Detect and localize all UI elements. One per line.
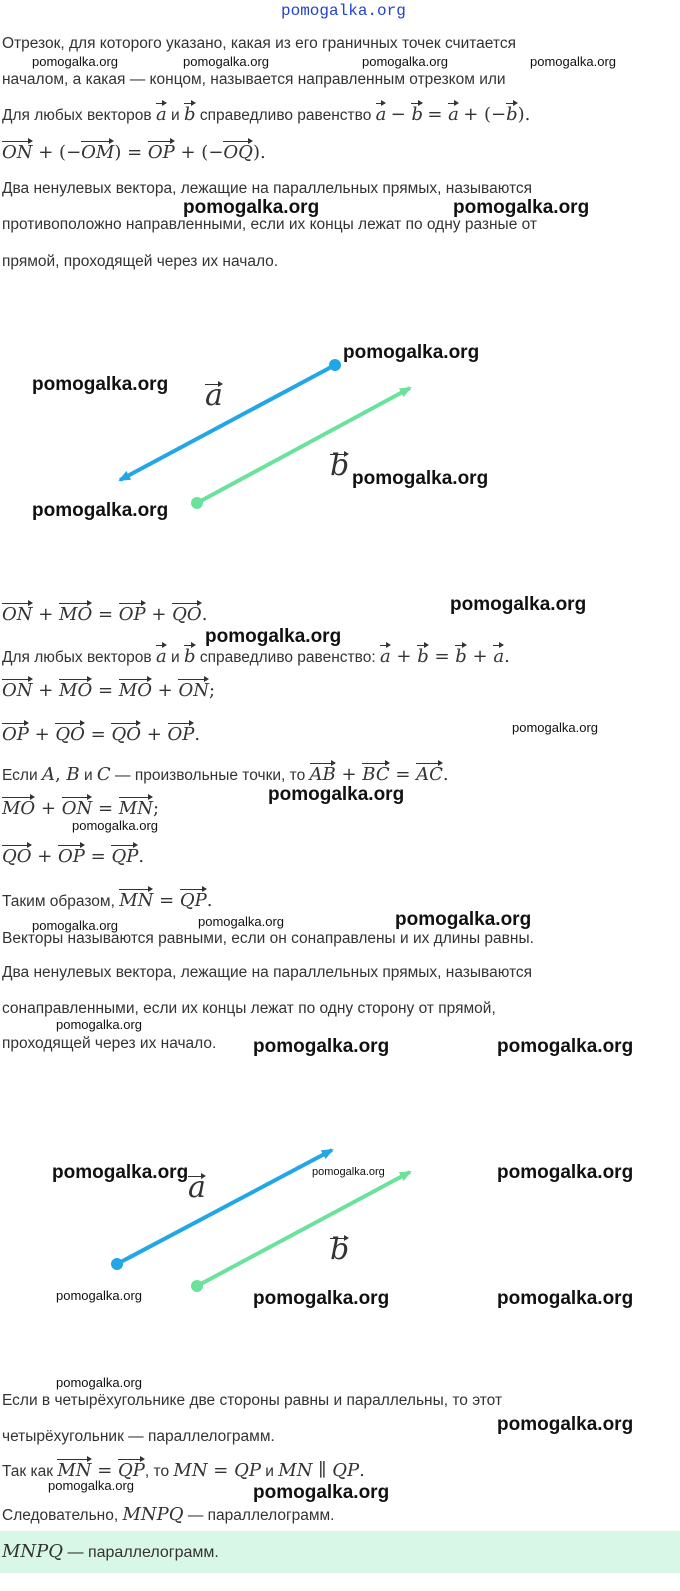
point-B: B bbox=[66, 764, 80, 785]
watermark: pomogalka.org bbox=[497, 1414, 634, 1435]
equals-sign: = bbox=[91, 1460, 119, 1481]
vector-QO: QO bbox=[2, 843, 32, 867]
text: — параллелограмм. bbox=[187, 1507, 335, 1524]
watermark: pomogalka.org bbox=[52, 1162, 189, 1183]
equation-line bbox=[2, 676, 215, 707]
vector-OP: OP bbox=[58, 843, 85, 867]
vector-ON: ON bbox=[178, 677, 209, 701]
text-line-20: Если в четырёхугольнике две стороны равны и параллельны, то этот bbox=[2, 1392, 503, 1409]
vector-b: b bbox=[184, 643, 196, 667]
vector-QO: QO bbox=[172, 601, 202, 625]
text-line-21: четырёхугольник — параллелограмм. bbox=[2, 1428, 275, 1445]
vector-b-label: b bbox=[330, 1232, 350, 1267]
watermark: pomogalka.org bbox=[253, 1482, 390, 1503]
vector-ON: ON bbox=[2, 677, 33, 701]
watermark: pomogalka.org bbox=[343, 342, 480, 363]
vector-AB: AB bbox=[310, 761, 336, 785]
vector-OM: OM bbox=[81, 139, 114, 163]
text: Таким образом, bbox=[2, 893, 115, 910]
vector-QO: QO bbox=[111, 721, 141, 745]
vector-b-label: b bbox=[330, 448, 350, 483]
text-line-7: прямой, проходящей через их начало. bbox=[2, 253, 279, 270]
vector-a: a bbox=[376, 101, 387, 125]
watermark: pomogalka.org bbox=[253, 1036, 390, 1057]
vector-b: b bbox=[184, 101, 196, 125]
vector-a: a bbox=[380, 643, 391, 667]
vector-MN: MN bbox=[119, 795, 153, 819]
vector-a-start-point bbox=[329, 359, 341, 371]
text: и bbox=[171, 107, 180, 124]
watermark: pomogalka.org bbox=[497, 1162, 634, 1183]
therefore-line bbox=[2, 1505, 334, 1526]
vector-OQ: OQ bbox=[223, 139, 253, 163]
watermark: pomogalka.org bbox=[72, 818, 158, 833]
parallel-statement: MN ∥ QP bbox=[278, 1460, 360, 1481]
vector-OP: OP bbox=[168, 721, 195, 745]
equals-sign: = bbox=[427, 104, 449, 125]
watermark: pomogalka.org bbox=[56, 1375, 142, 1390]
equation-line bbox=[2, 138, 266, 169]
text-line-19: проходящей через их начало. bbox=[2, 1035, 217, 1052]
vector-b-line bbox=[197, 1172, 410, 1286]
plus-sign: + bbox=[35, 798, 62, 819]
plus-sign: + bbox=[335, 764, 363, 785]
equals-sign: ) = bbox=[114, 142, 148, 163]
point-C: C bbox=[96, 764, 111, 785]
watermark: pomogalka.org bbox=[352, 468, 489, 489]
vector-b-start-point bbox=[191, 1280, 203, 1292]
period: . bbox=[504, 646, 510, 667]
vector-difference-rule bbox=[2, 100, 530, 131]
vector-ON: ON bbox=[2, 601, 33, 625]
vector-QP: QP bbox=[118, 1457, 145, 1481]
length-equality: MN = QP bbox=[173, 1460, 261, 1481]
minus-sign: − bbox=[390, 104, 412, 125]
vector-QP: QP bbox=[180, 887, 207, 911]
answer-box bbox=[0, 1531, 680, 1573]
vector-OP: OP bbox=[148, 139, 175, 163]
vector-MO: MO bbox=[2, 795, 35, 819]
text-line-16: Векторы называются равными, если он сонаправлены и их длины равны. bbox=[2, 930, 534, 947]
plus-sign: + bbox=[140, 724, 168, 745]
paren: ). bbox=[252, 142, 266, 163]
vector-b: b bbox=[455, 643, 467, 667]
watermark: pomogalka.org bbox=[253, 1288, 390, 1309]
watermark: pomogalka.org bbox=[450, 594, 587, 615]
plus-sign: + bbox=[32, 680, 60, 701]
plus-sign: + bbox=[145, 604, 173, 625]
answer-text bbox=[2, 1541, 219, 1562]
watermark: pomogalka.org bbox=[183, 54, 269, 69]
watermark: pomogalka.org bbox=[453, 197, 590, 218]
quadrilateral-name: MNPQ bbox=[2, 1541, 64, 1562]
text: Для любых векторов bbox=[2, 107, 152, 124]
codirectional-vectors-diagram bbox=[0, 1130, 680, 1300]
period: . bbox=[201, 604, 208, 625]
vector-QP: QP bbox=[111, 843, 138, 867]
watermark: pomogalka.org bbox=[362, 54, 448, 69]
watermark: pomogalka.org bbox=[497, 1036, 634, 1057]
vector-a: a bbox=[493, 643, 504, 667]
conclusion-line bbox=[2, 886, 213, 917]
vector-a: a bbox=[156, 643, 167, 667]
text-line-2: началом, а какая — концом, называется направленным отрезком или bbox=[2, 71, 506, 88]
period: . bbox=[194, 724, 201, 745]
vector-b: b bbox=[506, 101, 518, 125]
watermark: pomogalka.org bbox=[530, 54, 616, 69]
plus-sign: + bbox=[466, 646, 494, 667]
period: . bbox=[442, 764, 449, 785]
semicolon: ; bbox=[209, 680, 216, 701]
vector-b: b bbox=[411, 101, 423, 125]
text: и bbox=[83, 767, 93, 784]
text: , то bbox=[144, 1463, 170, 1480]
text-line-6: противоположно направленными, если их концы лежат по одну разные от bbox=[2, 216, 538, 233]
vector-MO: MO bbox=[59, 677, 92, 701]
watermark: pomogalka.org bbox=[205, 626, 342, 647]
equals-sign: = bbox=[428, 646, 456, 667]
watermark: pomogalka.org bbox=[198, 914, 284, 929]
equals-sign: = bbox=[389, 764, 417, 785]
vector-a: a bbox=[448, 101, 459, 125]
plus-sign: + bbox=[151, 680, 179, 701]
text: и bbox=[171, 649, 180, 666]
equals-sign: = bbox=[84, 724, 112, 745]
text-line-1: Отрезок, для которого указано, какая из его граничных точек считается bbox=[2, 35, 516, 52]
vector-OP: OP bbox=[2, 721, 29, 745]
point-A: A bbox=[41, 764, 55, 785]
period: . bbox=[138, 846, 145, 867]
watermark: pomogalka.org bbox=[32, 500, 169, 521]
watermark: pomogalka.org bbox=[395, 909, 532, 930]
equals-sign: = bbox=[84, 846, 112, 867]
vector-a-label: a bbox=[205, 378, 223, 413]
equation-line bbox=[2, 842, 144, 873]
vector-MN: MN bbox=[57, 1457, 91, 1481]
vector-BC: BC bbox=[362, 761, 389, 785]
watermark: pomogalka.org bbox=[512, 720, 598, 735]
vector-b: b bbox=[417, 643, 429, 667]
watermark: pomogalka.org bbox=[312, 1166, 385, 1178]
equation-line bbox=[2, 720, 200, 751]
equals-sign: = bbox=[153, 890, 180, 911]
text: Так как bbox=[2, 1463, 54, 1480]
plus-sign: + bbox=[390, 646, 418, 667]
vector-b-start-point bbox=[191, 497, 203, 509]
commutative-rule bbox=[2, 642, 510, 673]
text-line-18: сонаправленными, если их концы лежат по одну сторону от прямой, bbox=[2, 1000, 496, 1017]
quadrilateral-name: MNPQ bbox=[122, 1504, 184, 1525]
vector-MO: MO bbox=[59, 601, 92, 625]
watermark: pomogalka.org bbox=[56, 1288, 142, 1303]
paren: ). bbox=[517, 104, 531, 125]
plus-sign: + (− bbox=[32, 142, 82, 163]
period: . bbox=[206, 890, 213, 911]
text: справедливо равенство: bbox=[199, 649, 376, 666]
watermark: pomogalka.org bbox=[183, 197, 320, 218]
equals-sign: = bbox=[92, 604, 119, 625]
vector-a: a bbox=[156, 101, 167, 125]
vector-OP: OP bbox=[119, 601, 146, 625]
watermark: pomogalka.org bbox=[48, 1478, 134, 1493]
watermark: pomogalka.org bbox=[32, 54, 118, 69]
watermark: pomogalka.org bbox=[268, 784, 405, 805]
text: — параллелограмм. bbox=[67, 1544, 219, 1561]
vector-QO: QO bbox=[55, 721, 85, 745]
text: Следовательно, bbox=[2, 1507, 119, 1524]
watermark: pomogalka.org bbox=[497, 1288, 634, 1309]
text: и bbox=[265, 1463, 274, 1480]
text-line-17: Два ненулевых вектора, лежащие на параллельных прямых, называются bbox=[2, 964, 533, 981]
plus-sign: + bbox=[28, 724, 56, 745]
text-line-5: Два ненулевых вектора, лежащие на параллельных прямых, называются bbox=[2, 180, 533, 197]
comma: , bbox=[54, 764, 67, 785]
text: справедливо равенство bbox=[199, 107, 372, 124]
vector-a-start-point bbox=[111, 1258, 123, 1270]
header-watermark[interactable]: pomogalka.org bbox=[281, 2, 406, 20]
watermark: pomogalka.org bbox=[56, 1017, 142, 1032]
plus-sign: + bbox=[32, 604, 60, 625]
plus-sign: + bbox=[31, 846, 59, 867]
plus-sign: + (− bbox=[174, 142, 224, 163]
text: — произвольные точки, то bbox=[115, 767, 306, 784]
period: . bbox=[359, 1460, 365, 1481]
vector-AC: AC bbox=[416, 761, 443, 785]
text: Если bbox=[2, 767, 38, 784]
vector-ON: ON bbox=[62, 795, 93, 819]
equation-line bbox=[2, 600, 207, 631]
semicolon: ; bbox=[152, 798, 160, 819]
equals-sign: = bbox=[92, 798, 119, 819]
watermark: pomogalka.org bbox=[32, 374, 169, 395]
vector-MO: MO bbox=[119, 677, 152, 701]
vector-ON: ON bbox=[2, 139, 33, 163]
plus-sign: + (− bbox=[463, 104, 507, 125]
vector-a-label: a bbox=[188, 1170, 206, 1205]
vector-MN: MN bbox=[119, 887, 153, 911]
text: Для любых векторов bbox=[2, 649, 152, 666]
watermark: pomogalka.org bbox=[32, 918, 118, 933]
equals-sign: = bbox=[92, 680, 119, 701]
